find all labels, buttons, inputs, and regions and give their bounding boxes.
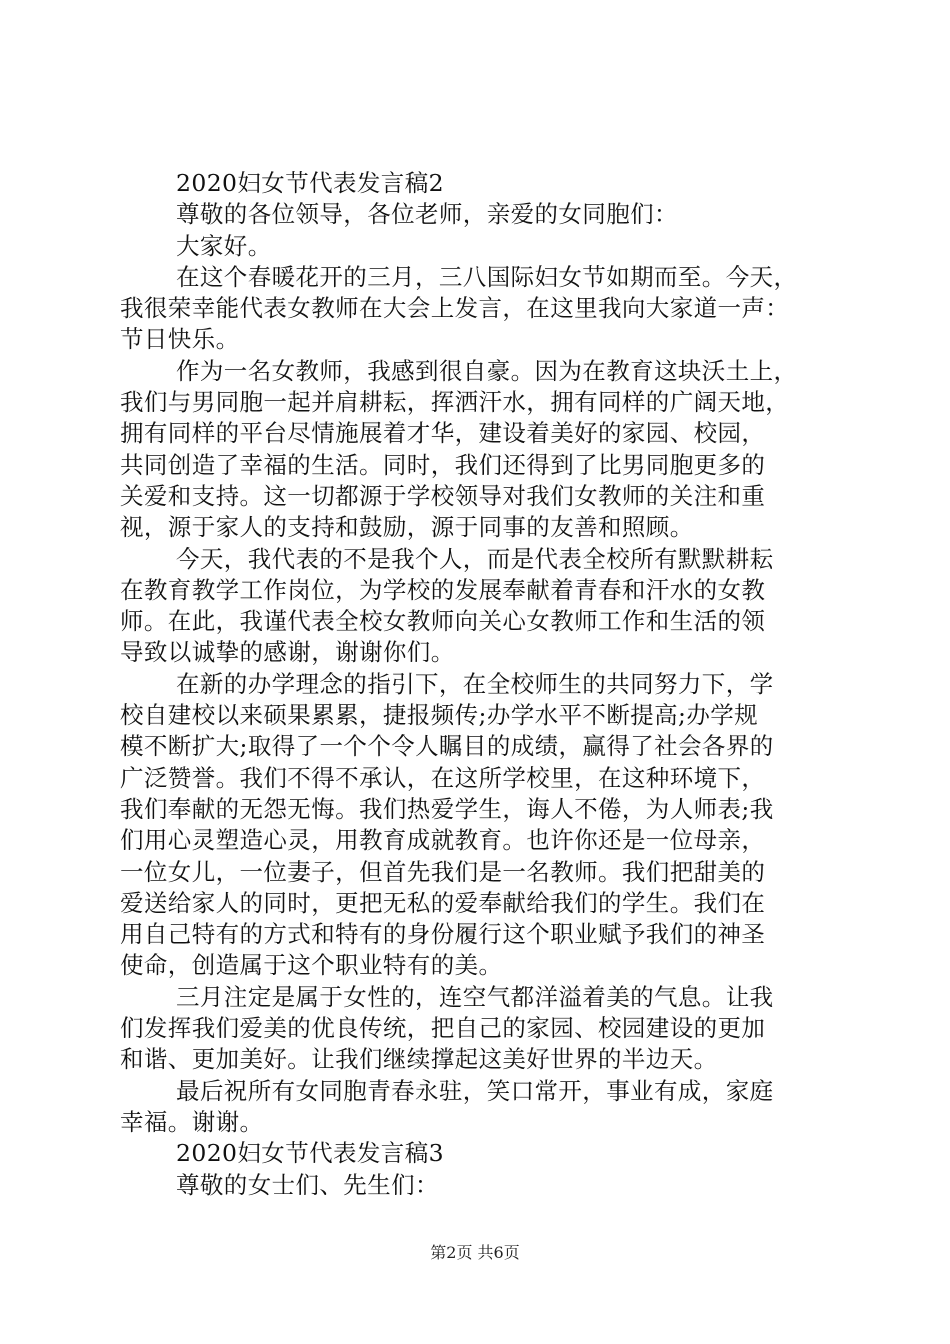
text-line: 共同创造了幸福的生活。同时，我们还得到了比男同胞更多的: [120, 450, 766, 479]
text-line: 和谐、更加美好。让我们继续撑起这美好世界的半边天。: [120, 1045, 718, 1074]
text-line: 师。在此，我谨代表全校女教师向关心女教师工作和生活的领: [120, 607, 766, 636]
text-line: 使命，创造属于这个职业特有的美。: [120, 951, 503, 980]
text-line: 幸福。谢谢。: [120, 1107, 264, 1136]
text-line: 今天，我代表的不是我个人，而是代表全校所有默默耕耘: [176, 544, 774, 573]
text-line: 在新的办学理念的指引下，在全校师生的共同努力下，学: [176, 669, 774, 698]
text-line: 三月注定是属于女性的，连空气都洋溢着美的气息。让我: [176, 982, 774, 1011]
text-line: 我们奉献的无怨无悔。我们热爱学生，诲人不倦，为人师表;我: [120, 794, 774, 823]
text-line: 导致以诚挚的感谢，谢谢你们。: [120, 638, 455, 667]
text-line: 用自己特有的方式和特有的身份履行这个职业赋予我们的神圣: [120, 920, 766, 949]
text-line: 视，源于家人的支持和鼓励，源于同事的友善和照顾。: [120, 513, 694, 542]
text-line: 关爱和支持。这一切都源于学校领导对我们女教师的关注和重: [120, 481, 766, 510]
text-line: 在这个春暖花开的三月，三八国际妇女节如期而至。今天，: [176, 262, 798, 291]
text-line: 2020妇女节代表发言稿3: [176, 1139, 444, 1168]
text-line: 爱送给家人的同时，更把无私的爱奉献给我们的学生。我们在: [120, 888, 766, 917]
text-line: 最后祝所有女同胞青春永驻，笑口常开，事业有成，家庭: [176, 1076, 774, 1105]
text-line: 我们与男同胞一起并肩耕耘，挥洒汗水，拥有同样的广阔天地，: [120, 388, 790, 417]
text-line: 大家好。: [176, 231, 272, 260]
text-line: 们用心灵塑造心灵，用教育成就教育。也许你还是一位母亲，: [120, 826, 766, 855]
text-line: 我很荣幸能代表女教师在大会上发言，在这里我向大家道一声：: [120, 294, 790, 323]
text-line: 校自建校以来硕果累累，捷报频传;办学水平不断提高;办学规: [120, 701, 759, 730]
text-line: 节日快乐。: [120, 325, 240, 354]
text-line: 2020妇女节代表发言稿2: [176, 169, 444, 197]
text-line: 作为一名女教师，我感到很自豪。因为在教育这块沃土上，: [176, 356, 798, 385]
text-line: 模不断扩大;取得了一个个令人瞩目的成绩，赢得了社会各界的: [120, 732, 774, 761]
page-footer: 第2页 共6页: [430, 1243, 520, 1262]
text-line: 广泛赞誉。我们不得不承认，在这所学校里，在这种环境下，: [120, 763, 766, 792]
text-line: 在教育教学工作岗位，为学校的发展奉献着青春和汗水的女教: [120, 575, 766, 604]
text-line: 拥有同样的平台尽情施展着才华，建设着美好的家园、校园，: [120, 419, 766, 448]
document-body: [120, 168, 832, 1201]
text-line: 尊敬的女士们、先生们：: [176, 1170, 439, 1199]
text-line: 一位女儿，一位妻子，但首先我们是一名教师。我们把甜美的: [120, 857, 766, 886]
text-line: 们发挥我们爱美的优良传统，把自己的家园、校园建设的更加: [120, 1014, 766, 1043]
text-line: 尊敬的各位领导，各位老师，亲爱的女同胞们：: [176, 200, 678, 229]
